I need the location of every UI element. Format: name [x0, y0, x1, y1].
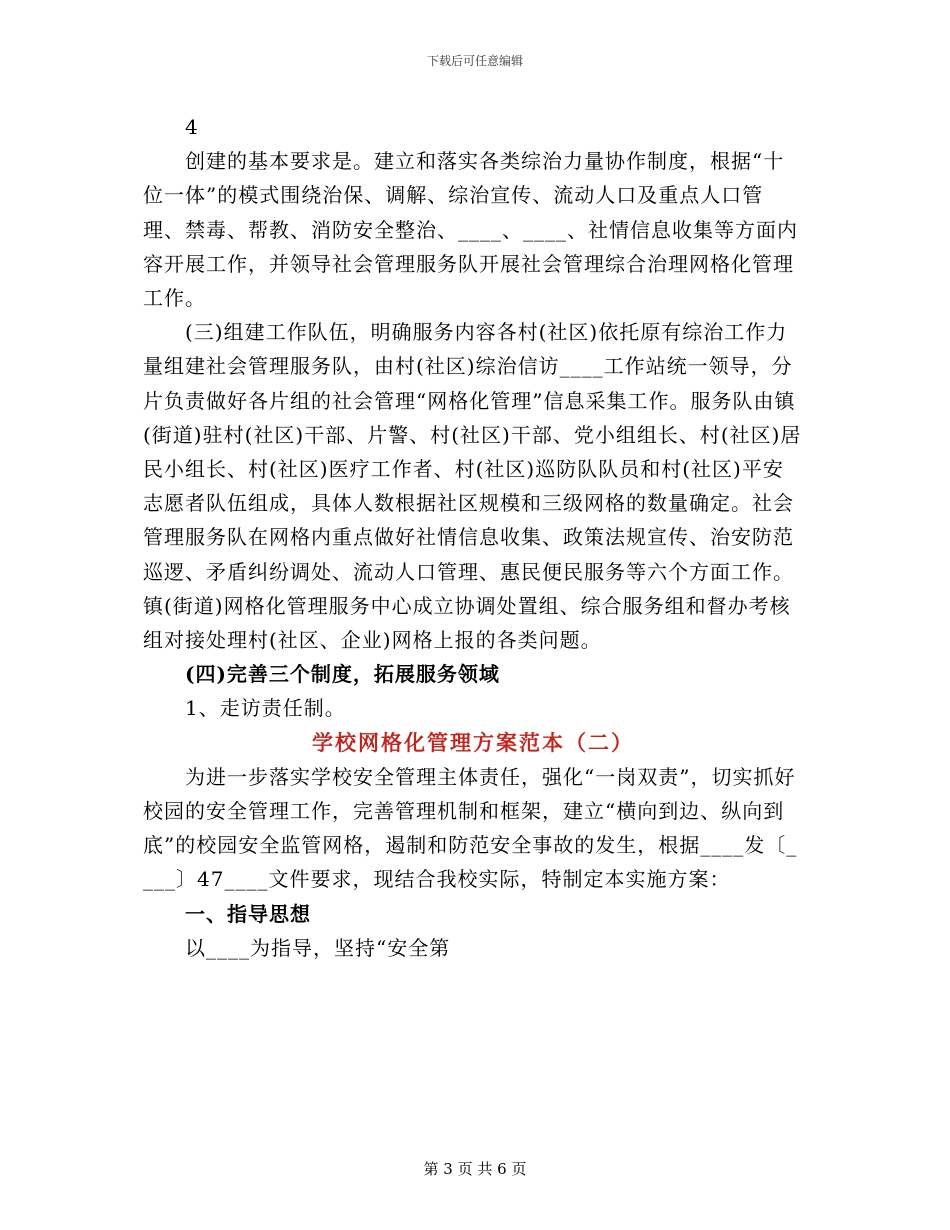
paragraph-basic-requirements: 创建的基本要求是。建立和落实各类综治力量协作制度，根据“十位一体”的模式围绕治保、调解、综治宣传、流动人口及重点人口管理、禁毒、帮教、消防安全整治、____、____、社情信息收集等方面内容开展工作，并领导社会管理服务队开展社会管理综合治理网格化管理工作。 [143, 149, 798, 311]
section-title: 学校网格化管理方案范本（二） [312, 730, 634, 755]
list-item-visit-responsibility: 1、走访责任制。 [185, 696, 346, 721]
paragraph-intro: 为进一步落实学校安全管理主体责任，强化“一岗双责”，切实抓好校园的安全管理工作，完善管理机制和框架，建立“横向到边、纵向到底”的校园安全监管网格，遏制和防范安全事故的发生，根据____发〔____〕47____文件要求，现结合我校实际，特制定本实施方案： [143, 764, 798, 892]
page-header-note: 下载后可任意编辑 [426, 54, 523, 68]
page-footer-indicator: 第 3 页 共 6 页 [423, 1160, 527, 1178]
heading-guiding-ideology: 一、指导思想 [185, 901, 311, 926]
subheading-three-systems: (四)完善三个制度，拓展服务领域 [185, 662, 500, 687]
paragraph-team-building: (三)组建工作队伍，明确服务内容各村(社区)依托原有综治工作力量组建社会管理服务队，由村(社区)综治信访____工作站统一领导，分片负责做好各片组的社会管理“网格化管理”信息采集工作。服务队由镇(街道)驻村(社区)干部、片警、村(社区)干部、党小组组长、村(社区)居民小组长、村(社区)医疗工作者、村(社区)巡防队队员和村(社区)平安志愿者队伍组成，具体人数根据社区规模和三级网格的数量确定。社会管理服务队在网格内重点做好社情信息收集、政策法规宣传、治安防范巡逻、矛盾纠纷调处、流动人口管理、惠民便民服务等六个方面工作。镇(街道)网格化管理服务中心成立协调处置组、综合服务组和督办考核组对接处理村(社区、企业)网格上报的各类问题。 [143, 320, 802, 653]
paragraph-guiding-ideology: 以____为指导，坚持“安全第 [185, 935, 451, 960]
document-body [143, 110, 803, 965]
page-number-line: 4 [185, 115, 199, 139]
